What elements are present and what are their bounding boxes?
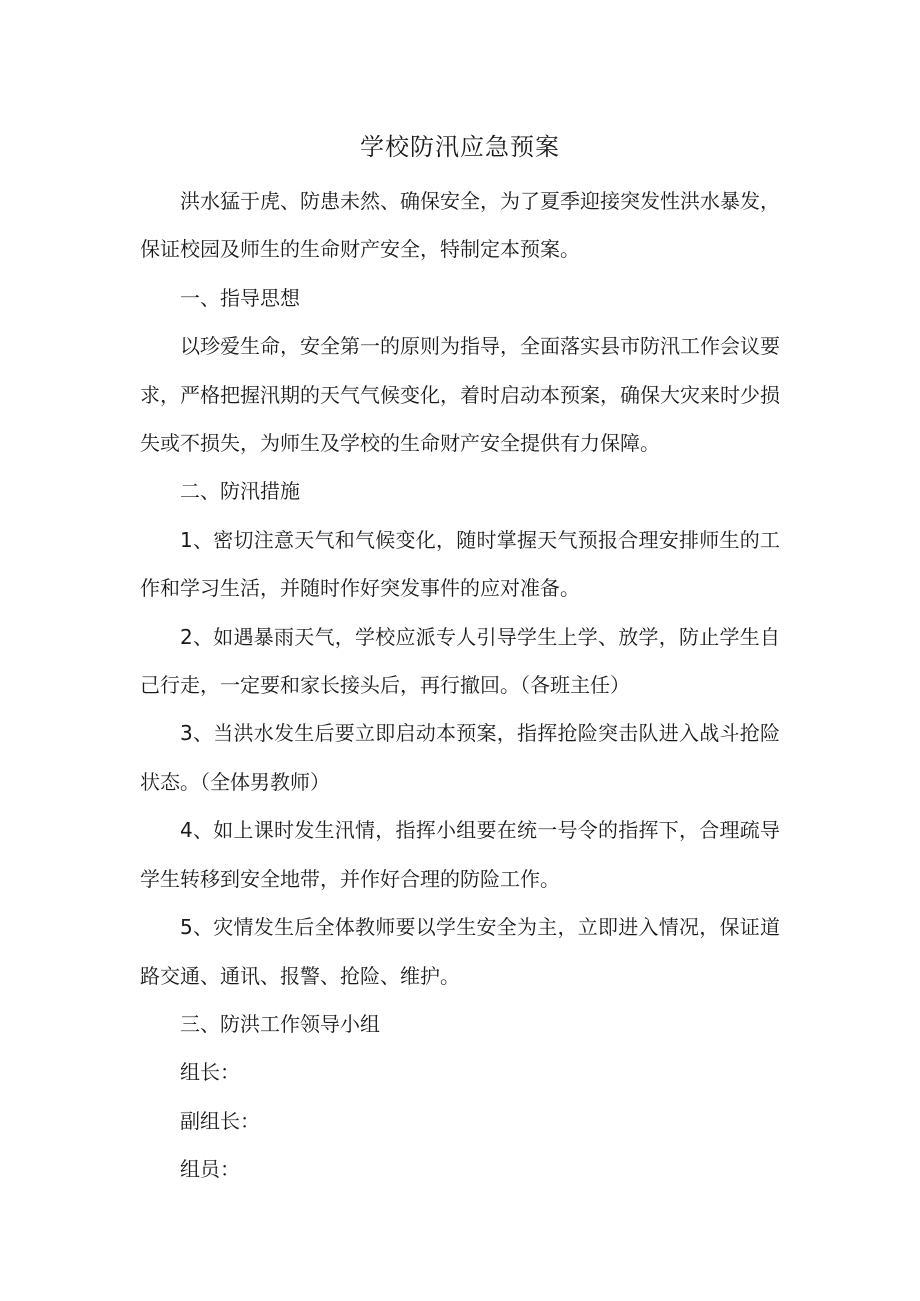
measure-item-4: 4、如上课时发生汛情，指挥小组要在统一号令的指挥下，合理疏导学生转移到安全地带，并作好合理的防险工作。 xyxy=(140,818,780,891)
section-heading-guiding-ideology: 一、指导思想 xyxy=(180,285,300,310)
group-leader-line: 组长： xyxy=(180,1060,240,1085)
measure-item-3: 3、当洪水发生后要立即启动本预案，指挥抢险突击队进入战斗抢险状态。（全体男教师） xyxy=(140,721,780,794)
document-title: 学校防汛应急预案 xyxy=(360,133,560,161)
intro-paragraph: 洪水猛于虎、防患未然、确保安全，为了夏季迎接突发性洪水暴发，保证校园及师生的生命财产安全，特制定本预案。 xyxy=(140,189,780,262)
deputy-leader-line: 副组长： xyxy=(180,1108,260,1133)
measure-item-2: 2、如遇暴雨天气，学校应派专人引导学生上学、放学，防止学生自己行走，一定要和家长接头后，再行撤回。（各班主任） xyxy=(140,624,780,698)
document-body xyxy=(140,177,780,1194)
section-heading-flood-measures: 二、防汛措施 xyxy=(180,479,300,504)
measure-item-1: 1、密切注意天气和气候变化，随时掌握天气预报合理安排师生的工作和学习生活，并随时作好突发事件的应对准备。 xyxy=(140,527,780,601)
members-line: 组员： xyxy=(180,1157,240,1182)
guiding-ideology-paragraph: 以珍爱生命，安全第一的原则为指导，全面落实县市防汛工作会议要求，严格把握汛期的天气气候变化，着时启动本预案，确保大灾来时少损失或不损失，为师生及学校的生命财产安全提供有力保障。 xyxy=(140,334,780,456)
section-heading-leadership-group: 三、防洪工作领导小组 xyxy=(180,1011,380,1036)
measure-item-5: 5、灾情发生后全体教师要以学生安全为主，立即进入情况，保证道路交通、通讯、报警、抢险、维护。 xyxy=(140,915,780,988)
